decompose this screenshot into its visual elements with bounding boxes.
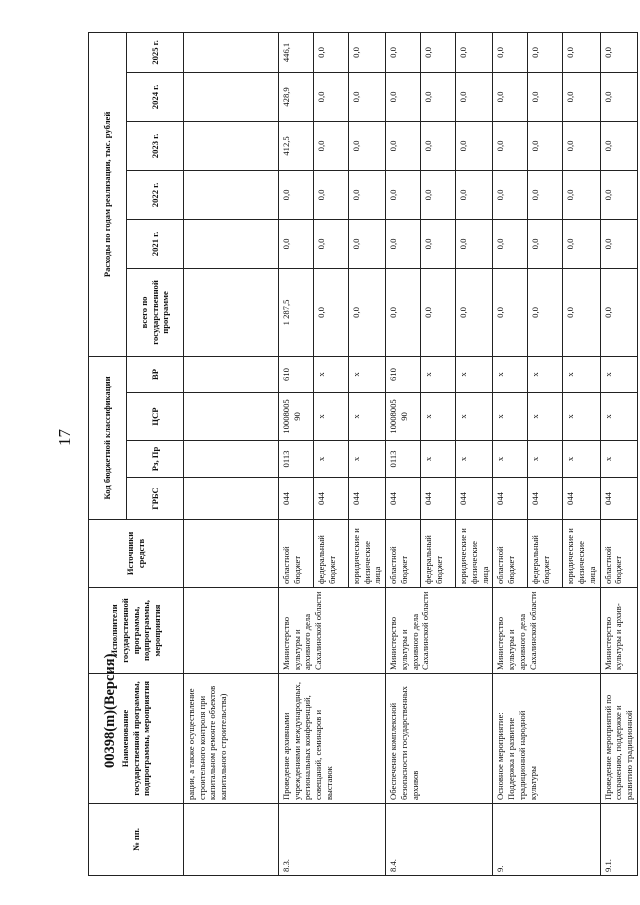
cell-total: 0,0	[314, 268, 349, 356]
cell-2022: 0,0	[493, 170, 528, 219]
cell-vr: х	[528, 356, 563, 392]
cell-name: рации, а также осуществление строительного контроля при капитальном ремонте объектов капитального строительства)	[184, 674, 279, 804]
cell-2025: 0,0	[456, 32, 493, 72]
table-row	[184, 32, 279, 875]
cell-vr	[184, 356, 279, 392]
cell-total: 0,0	[563, 268, 600, 356]
cell-grbs: 044	[314, 478, 349, 520]
cell-rzpr: х	[493, 441, 528, 478]
cell-num: 9.1.	[600, 804, 637, 876]
cell-num: 9.	[493, 804, 600, 876]
header-grbs: ГРБС	[127, 478, 184, 520]
cell-2023: 0,0	[563, 121, 600, 170]
cell-vr: х	[563, 356, 600, 392]
cell-total: 0,0	[386, 268, 421, 356]
cell-2022: 0,0	[456, 170, 493, 219]
cell-2023: 0,0	[456, 121, 493, 170]
cell-rzpr: х	[456, 441, 493, 478]
cell-rzpr	[184, 441, 279, 478]
cell-2021: 0,0	[349, 219, 386, 268]
cell-vr: х	[456, 356, 493, 392]
cell-2022: 0,0	[421, 170, 456, 219]
cell-2021	[184, 219, 279, 268]
cell-2023: 412,5	[279, 121, 314, 170]
cell-2021: 0,0	[386, 219, 421, 268]
cell-total	[184, 268, 279, 356]
cell-source	[184, 520, 279, 588]
table-body	[184, 32, 638, 875]
cell-grbs: 044	[493, 478, 528, 520]
cell-2023	[184, 121, 279, 170]
cell-vr: х	[314, 356, 349, 392]
cell-name: Проведение архивными учреждениями международных, региональных конференций, совещаний, семинаров и выставок	[279, 674, 386, 804]
cell-num: 8.3.	[279, 804, 386, 876]
cell-csr: х	[349, 393, 386, 441]
cell-source: областной бюджет	[493, 520, 528, 588]
cell-2022: 0,0	[386, 170, 421, 219]
cell-rzpr: 0113	[386, 441, 421, 478]
cell-executor: Министерство культуры и архивного дела Сахалинской области	[279, 588, 386, 674]
cell-total: 0,0	[493, 268, 528, 356]
header-csr: ЦСР	[127, 393, 184, 441]
cell-executor: Министерство культуры и архив-	[600, 588, 637, 674]
cell-csr: 10008005 90	[279, 393, 314, 441]
cell-grbs: 044	[563, 478, 600, 520]
cell-csr: х	[528, 393, 563, 441]
cell-rzpr: х	[314, 441, 349, 478]
cell-source: юридические и физические лица	[349, 520, 386, 588]
cell-grbs: 044	[528, 478, 563, 520]
cell-2022: 0,0	[349, 170, 386, 219]
cell-name: Обеспечение комплексной безопасности государственных архивов	[386, 674, 493, 804]
table-header	[89, 32, 184, 875]
cell-csr: х	[314, 393, 349, 441]
cell-2022: 0,0	[528, 170, 563, 219]
cell-2025	[184, 32, 279, 72]
cell-2021: 0,0	[421, 219, 456, 268]
header-name: Наименование государственной программы, подпрограммы, мероприятия	[89, 674, 184, 804]
cell-total: 0,0	[456, 268, 493, 356]
cell-num	[184, 804, 279, 876]
header-2022: 2022 г.	[127, 170, 184, 219]
cell-source: областной бюджет	[279, 520, 314, 588]
cell-2021: 0,0	[314, 219, 349, 268]
table-row	[386, 32, 421, 875]
cell-2023: 0,0	[349, 121, 386, 170]
cell-total: 0,0	[528, 268, 563, 356]
header-2025: 2025 г.	[127, 32, 184, 72]
cell-2024: 0,0	[421, 72, 456, 121]
cell-csr: х	[456, 393, 493, 441]
budget-table	[88, 32, 638, 876]
cell-vr: 610	[386, 356, 421, 392]
cell-vr: х	[600, 356, 637, 392]
header-num: № пп.	[89, 804, 184, 876]
cell-source: федеральный бюджет	[528, 520, 563, 588]
budget-table-container	[88, 33, 635, 876]
cell-2024: 0,0	[314, 72, 349, 121]
cell-2023: 0,0	[600, 121, 637, 170]
cell-rzpr: х	[528, 441, 563, 478]
cell-2025: 0,0	[563, 32, 600, 72]
header-source: Источники средств	[89, 520, 184, 588]
cell-2023: 0,0	[528, 121, 563, 170]
header-2021: 2021 г.	[127, 219, 184, 268]
cell-2021: 0,0	[279, 219, 314, 268]
cell-num: 8.4.	[386, 804, 493, 876]
cell-grbs: 044	[421, 478, 456, 520]
cell-name: Проведение мероприятий по сохранению, поддержке и развитию традиционной	[600, 674, 637, 804]
cell-total: 0,0	[349, 268, 386, 356]
header-rzpr: Рз, Пр	[127, 441, 184, 478]
cell-source: юридические и физические лица	[456, 520, 493, 588]
cell-2022	[184, 170, 279, 219]
cell-2023: 0,0	[314, 121, 349, 170]
cell-2022: 0,0	[563, 170, 600, 219]
cell-2025: 0,0	[528, 32, 563, 72]
cell-csr: х	[493, 393, 528, 441]
cell-vr: 610	[279, 356, 314, 392]
cell-2021: 0,0	[563, 219, 600, 268]
cell-2024: 0,0	[563, 72, 600, 121]
header-total: всего по государственной программе	[127, 268, 184, 356]
cell-2021: 0,0	[600, 219, 637, 268]
cell-2021: 0,0	[456, 219, 493, 268]
cell-2025: 0,0	[600, 32, 637, 72]
cell-rzpr: х	[421, 441, 456, 478]
cell-2022: 0,0	[314, 170, 349, 219]
cell-rzpr: х	[563, 441, 600, 478]
table-row	[279, 32, 314, 875]
cell-executor	[184, 588, 279, 674]
cell-grbs	[184, 478, 279, 520]
cell-source: областной бюджет	[386, 520, 421, 588]
cell-executor: Министерство культуры и архивного дела Сахалинской области	[493, 588, 600, 674]
cell-rzpr: 0113	[279, 441, 314, 478]
cell-vr: х	[349, 356, 386, 392]
cell-vr: х	[421, 356, 456, 392]
page-number: 17	[55, 429, 74, 446]
cell-2021: 0,0	[528, 219, 563, 268]
cell-total: 0,0	[600, 268, 637, 356]
document-code: 00398(m)(Версия)	[102, 653, 118, 768]
cell-2023: 0,0	[421, 121, 456, 170]
cell-total: 1 287,5	[279, 268, 314, 356]
cell-csr	[184, 393, 279, 441]
cell-2024	[184, 72, 279, 121]
cell-grbs: 044	[279, 478, 314, 520]
cell-source: областной бюджет	[600, 520, 637, 588]
cell-csr: х	[563, 393, 600, 441]
cell-2021: 0,0	[493, 219, 528, 268]
cell-csr: х	[600, 393, 637, 441]
cell-source: юридические и физические лица	[563, 520, 600, 588]
table-row	[600, 32, 637, 875]
header-2024: 2024 г.	[127, 72, 184, 121]
cell-2022: 0,0	[600, 170, 637, 219]
cell-grbs: 044	[456, 478, 493, 520]
cell-csr: 10008005 90	[386, 393, 421, 441]
cell-2024: 428,9	[279, 72, 314, 121]
cell-2025: 0,0	[349, 32, 386, 72]
cell-source: федеральный бюджет	[314, 520, 349, 588]
header-2023: 2023 г.	[127, 121, 184, 170]
header-budget-code: Код бюджетной классификации	[89, 356, 127, 519]
cell-name: Основное мероприятие: Поддержка и развитие традиционной народной культуры	[493, 674, 600, 804]
cell-rzpr: х	[349, 441, 386, 478]
cell-total: 0,0	[421, 268, 456, 356]
cell-2023: 0,0	[386, 121, 421, 170]
cell-executor: Министерство культуры и архивного дела Сахалинской области	[386, 588, 493, 674]
cell-2023: 0,0	[493, 121, 528, 170]
cell-grbs: 044	[349, 478, 386, 520]
cell-2025: 0,0	[314, 32, 349, 72]
cell-2024: 0,0	[493, 72, 528, 121]
cell-grbs: 044	[386, 478, 421, 520]
cell-2024: 0,0	[386, 72, 421, 121]
cell-csr: х	[421, 393, 456, 441]
cell-grbs: 044	[600, 478, 637, 520]
cell-vr: х	[493, 356, 528, 392]
cell-2024: 0,0	[349, 72, 386, 121]
cell-2025: 0,0	[386, 32, 421, 72]
cell-rzpr: х	[600, 441, 637, 478]
header-expenses: Расходы по годам реализации, тыс. рублей	[89, 32, 127, 356]
table-row	[493, 32, 528, 875]
header-vr: ВР	[127, 356, 184, 392]
cell-2024: 0,0	[600, 72, 637, 121]
cell-2024: 0,0	[528, 72, 563, 121]
header-executor: Исполнители государственной программы, подпрограммы, мероприятия	[89, 588, 184, 674]
cell-2025: 446,1	[279, 32, 314, 72]
cell-source: федеральный бюджет	[421, 520, 456, 588]
cell-2022: 0,0	[279, 170, 314, 219]
cell-2024: 0,0	[456, 72, 493, 121]
cell-2025: 0,0	[493, 32, 528, 72]
cell-2025: 0,0	[421, 32, 456, 72]
